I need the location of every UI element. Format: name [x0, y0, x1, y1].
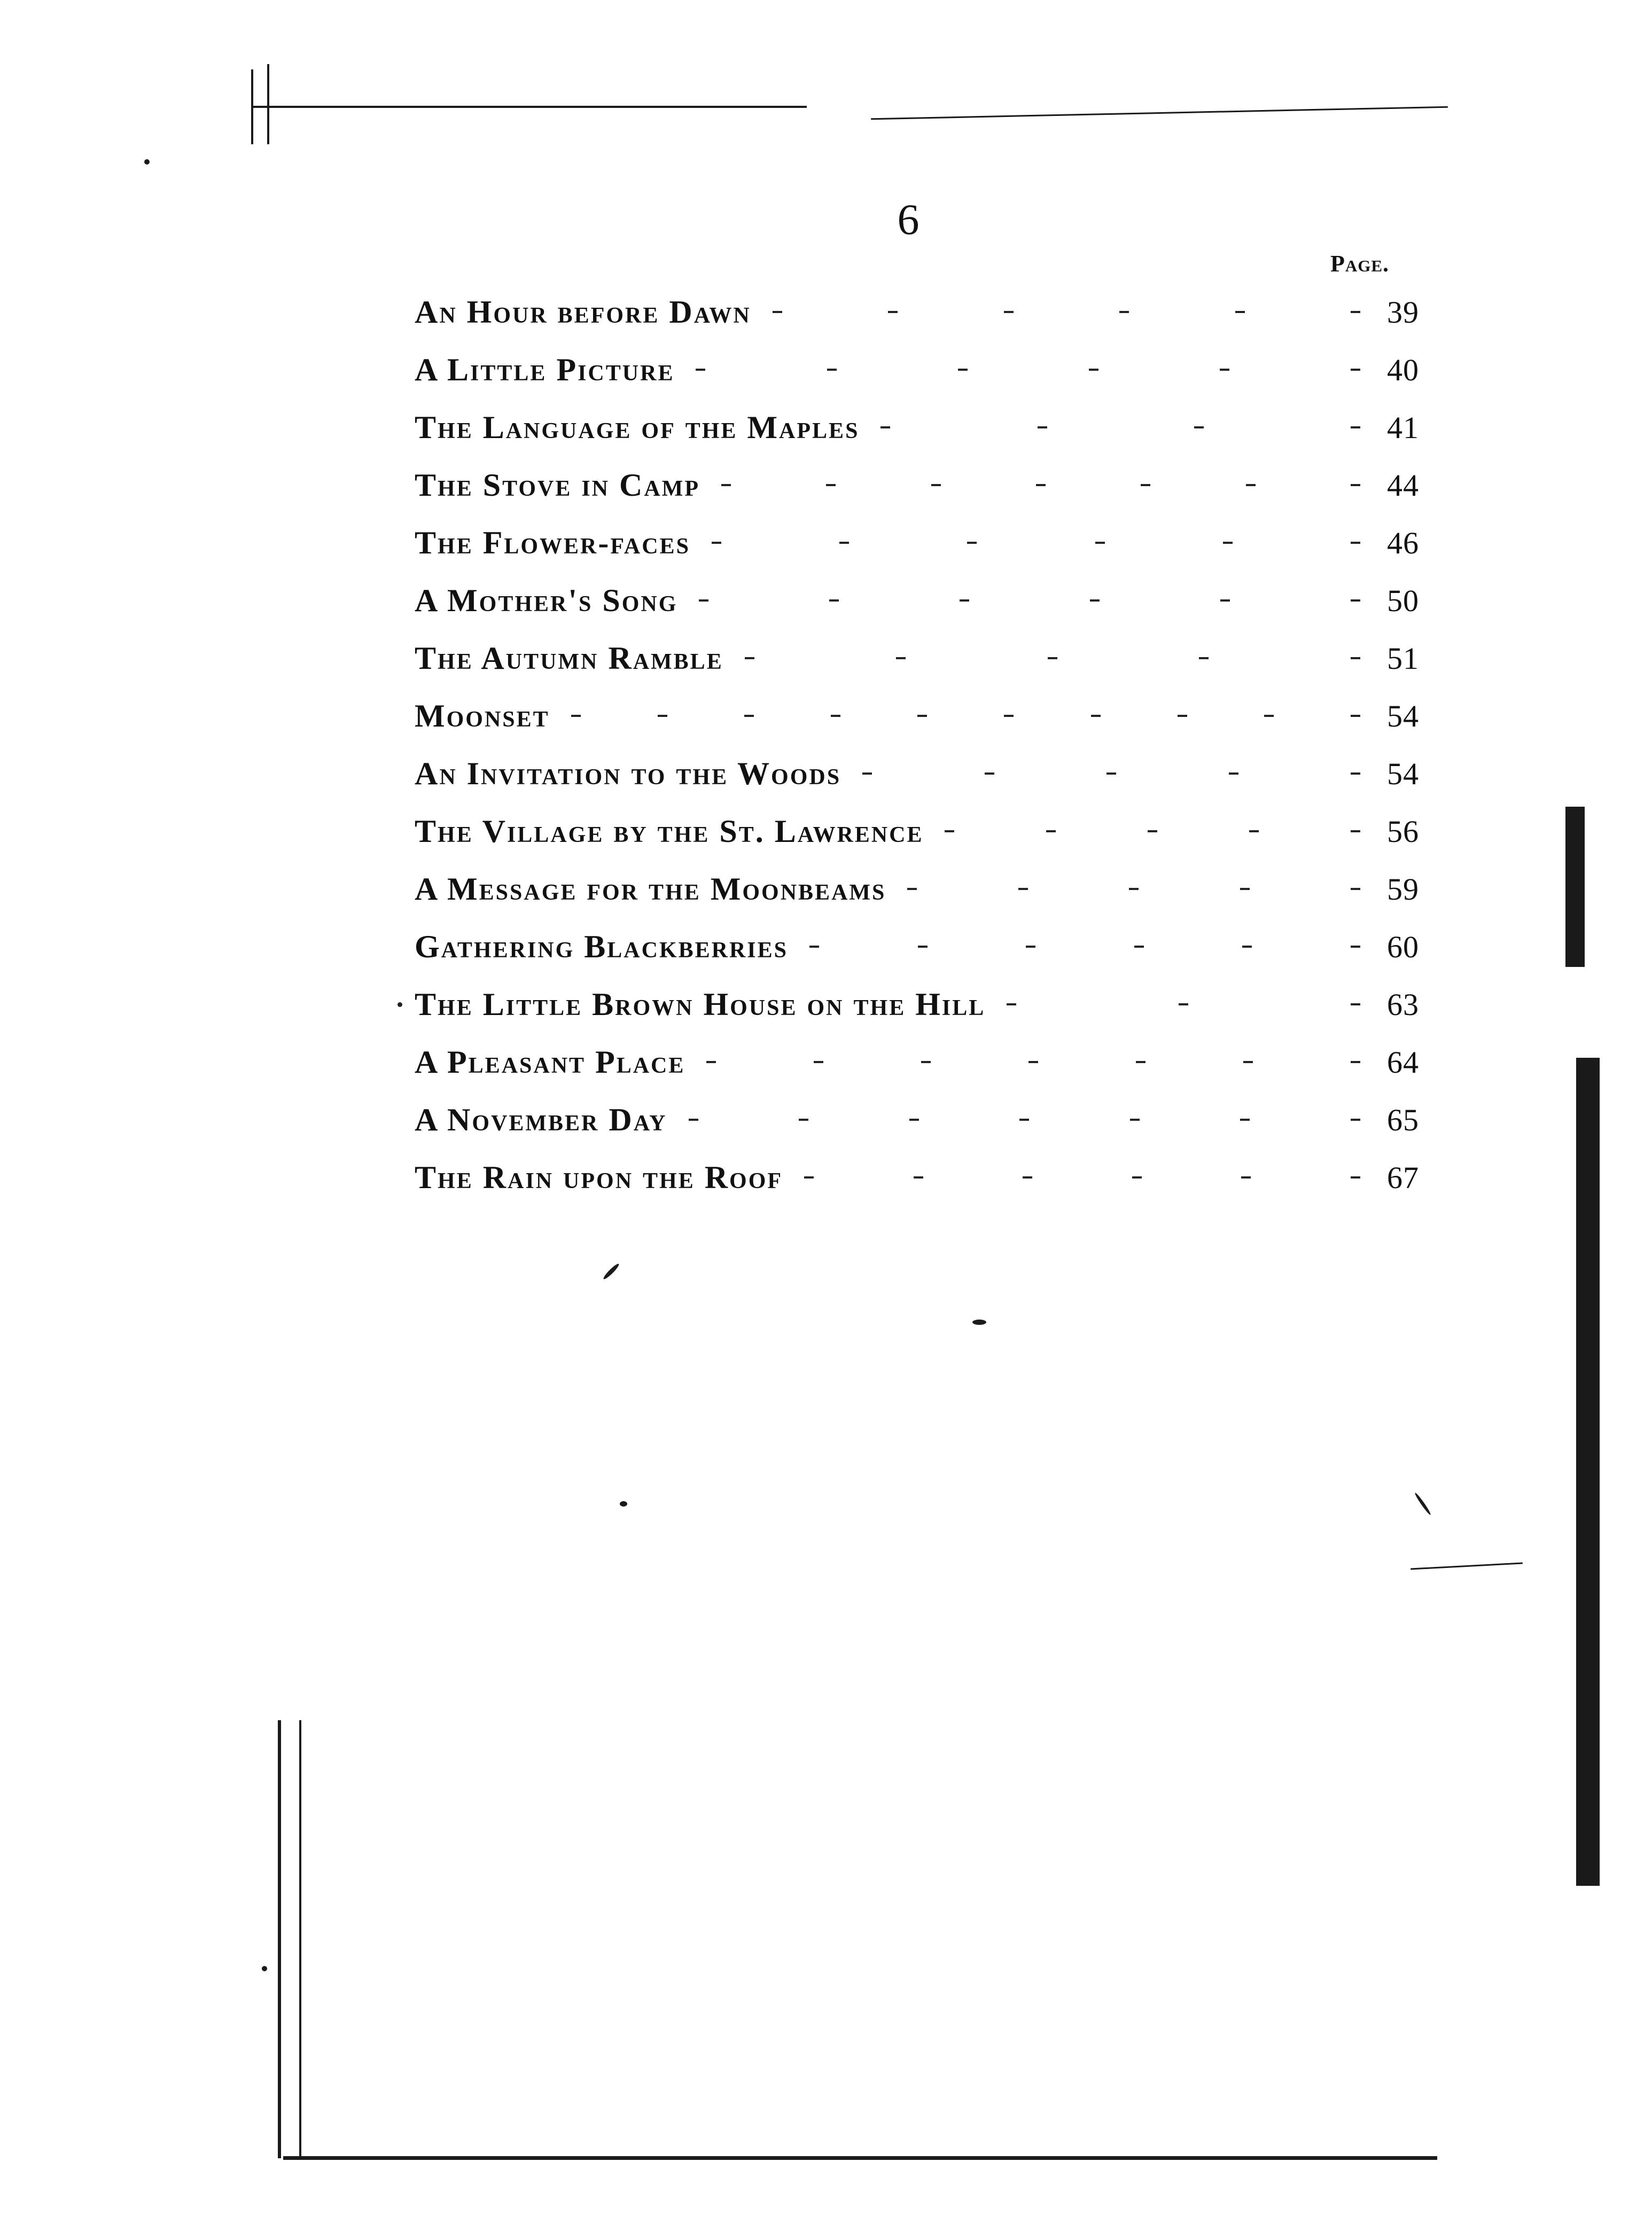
dot-leader	[696, 354, 1360, 386]
toc-entry-page: 46	[1387, 525, 1419, 560]
dot-leader	[809, 931, 1360, 963]
dot-leader	[721, 469, 1360, 501]
toc-entry	[415, 975, 1419, 1033]
bottom-rule	[283, 2156, 1437, 2160]
toc-entry-title: Moonset	[415, 698, 550, 733]
page-column-label: Page.	[1330, 251, 1390, 277]
toc-entry-page: 65	[1387, 1102, 1419, 1137]
toc-entry	[415, 802, 1419, 860]
toc-entry	[415, 572, 1419, 629]
speck	[262, 1966, 267, 1971]
toc-entry-page: 51	[1387, 641, 1419, 676]
toc-entry-page: 41	[1387, 410, 1419, 445]
dot-leader	[804, 1161, 1360, 1193]
toc-entry-title: The Little Brown House on the Hill	[415, 986, 986, 1022]
toc-entry	[415, 283, 1419, 341]
toc-entry-title: The Stove in Camp	[415, 467, 700, 503]
toc-entry-title: A Pleasant Place	[415, 1044, 685, 1080]
right-edge-bar-2	[1576, 1058, 1600, 1886]
toc-entry	[415, 687, 1419, 745]
toc-entry-title: The Autumn Ramble	[415, 640, 723, 676]
toc-entry-title: An Hour before Dawn	[415, 294, 751, 330]
page-number: 6	[897, 195, 919, 244]
left-margin-rule-2	[299, 1720, 301, 2158]
toc-entry-page: 40	[1387, 352, 1419, 387]
dot-leader	[862, 758, 1360, 790]
toc-entry	[415, 1149, 1419, 1206]
dot-leader	[1007, 988, 1360, 1020]
toc-entry-page: 56	[1387, 814, 1419, 849]
toc-entry	[415, 860, 1419, 918]
toc-entry	[415, 399, 1419, 456]
toc-entry-page: 44	[1387, 467, 1419, 503]
left-margin-rule	[278, 1720, 281, 2158]
speck	[972, 1320, 986, 1325]
right-stray-line	[1411, 1563, 1523, 1570]
top-rule-right	[871, 106, 1448, 120]
toc-entry-title: The Rain upon the Roof	[415, 1159, 783, 1195]
table-of-contents	[415, 283, 1419, 1206]
top-left-mark-2	[267, 64, 269, 144]
toc-entry-title: The Village by the St. Lawrence	[415, 813, 924, 849]
speck	[602, 1262, 620, 1281]
dot-leader	[945, 815, 1360, 847]
toc-entry-page: 64	[1387, 1044, 1419, 1080]
toc-entry-title: A Little Picture	[415, 352, 675, 387]
toc-entry-page: 54	[1387, 756, 1419, 791]
toc-entry-title: An Invitation to the Woods	[415, 755, 841, 791]
toc-entry-page: 39	[1387, 294, 1419, 330]
toc-entry	[415, 1033, 1419, 1091]
speck	[620, 1501, 627, 1507]
toc-entry-page: 67	[1387, 1160, 1419, 1195]
dot-leader	[880, 411, 1360, 443]
toc-entry	[415, 745, 1419, 802]
dot-leader	[699, 584, 1360, 616]
toc-entry-page: 63	[1387, 987, 1419, 1022]
dot-leader	[773, 296, 1360, 328]
speck	[144, 159, 150, 165]
toc-entry	[415, 456, 1419, 514]
toc-entry-title: A November Day	[415, 1102, 667, 1137]
toc-entry	[415, 918, 1419, 975]
toc-entry-page: 50	[1387, 583, 1419, 618]
toc-entry-page: 54	[1387, 698, 1419, 733]
toc-entry-title: The Language of the Maples	[415, 409, 860, 445]
toc-entry-title: The Flower-faces	[415, 525, 690, 560]
top-rule-left	[251, 106, 807, 108]
right-edge-bar-1	[1565, 807, 1585, 967]
toc-entry-title: A Mother's Song	[415, 582, 678, 618]
top-left-mark	[251, 69, 253, 144]
dot-leader	[571, 700, 1360, 732]
stray-bullet-mark	[398, 1002, 402, 1007]
toc-entry	[415, 1091, 1419, 1149]
dot-leader	[706, 1046, 1360, 1078]
toc-entry-title: A Message for the Moonbeams	[415, 871, 886, 907]
toc-entry-title: Gathering Blackberries	[415, 928, 789, 964]
toc-entry	[415, 341, 1419, 399]
dot-leader	[712, 527, 1360, 559]
toc-entry	[415, 629, 1419, 687]
toc-entry-page: 60	[1387, 929, 1419, 964]
speck	[1414, 1492, 1432, 1516]
dot-leader	[689, 1104, 1361, 1136]
toc-entry	[415, 514, 1419, 572]
toc-entry-page: 59	[1387, 871, 1419, 907]
dot-leader	[745, 642, 1360, 674]
dot-leader	[907, 873, 1360, 905]
